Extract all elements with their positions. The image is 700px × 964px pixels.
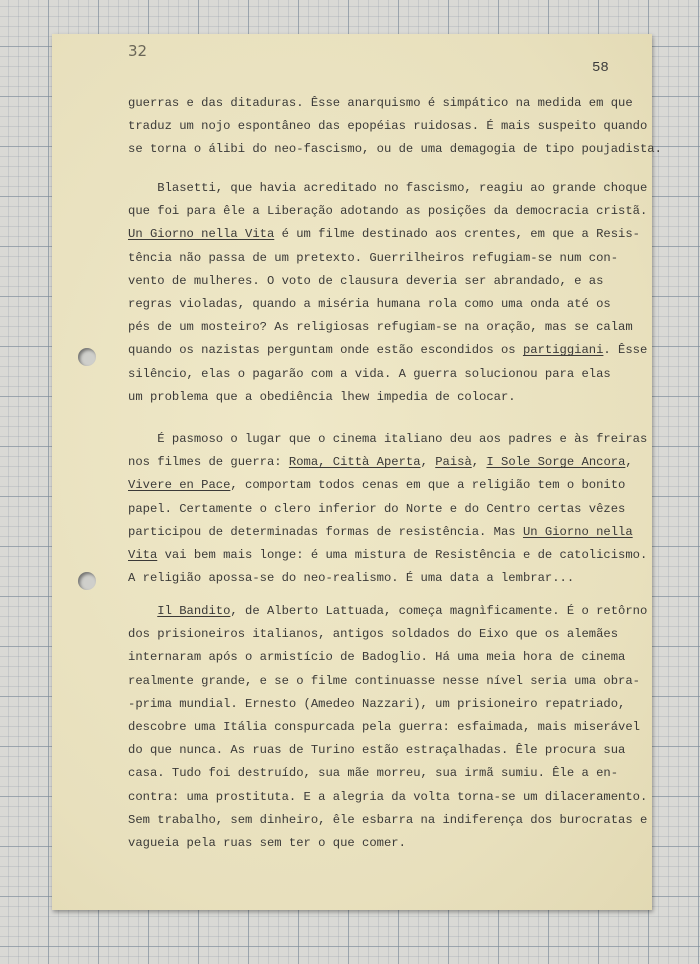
text-line: Vita vai bem mais longe: é uma mistura de Resistência e de catolicismo.: [128, 547, 648, 562]
text-line: Blasetti, que havia acreditado no fascismo, reagiu ao grande choque: [128, 181, 648, 195]
text-line: dos prisioneiros italianos, antigos soldados do Eixo que os alemães: [128, 627, 619, 642]
text-line: regras violadas, quando a miséria humana rola como uma onda até os: [128, 296, 611, 311]
underlined-title: Un Giorno nella Vita: [128, 227, 275, 242]
text-line: do que nunca. As ruas de Turino estão estraçalhadas. Êle procura sua: [128, 743, 626, 758]
paragraph-2: [128, 177, 648, 409]
text-line: vagueia pela ruas sem ter o que comer.: [128, 835, 406, 850]
text-line: silêncio, elas o pagarão com a vida. A guerra solucionou para elas: [128, 366, 611, 381]
typed-page-number: 58: [592, 60, 609, 76]
text-line: guerras e das ditaduras. Êsse anarquismo é simpático na medida em que: [128, 96, 633, 110]
text-line: Il Bandito, de Alberto Lattuada, começa magnìficamente. É o retôrno: [157, 604, 648, 618]
pencil-page-number: 32: [128, 42, 148, 60]
underlined-title: Vivere en Pace: [128, 478, 231, 493]
text-line: realmente grande, e se o filme continuasse nesse nível seria uma obra-: [128, 673, 640, 688]
text-line: nos filmes de guerra: Roma, Città Aperta, Paisà, I Sole Sorge Ancora,: [128, 455, 633, 470]
text-line: que foi para êle a Liberação adotando as posições da democracia cristã.: [128, 204, 648, 219]
text-line: participou de determinadas formas de resistência. Mas Un Giorno nella: [128, 524, 633, 539]
text-line: casa. Tudo foi destruído, sua mãe morreu, sua irmã sumiu. Êle a en-: [128, 766, 619, 781]
text-line: quando os nazistas perguntam onde estão escondidos os partiggiani. Êsse: [128, 343, 648, 358]
text-line: traduz um nojo espontâneo das epopéias ruidosas. É mais suspeito quando: [128, 119, 648, 134]
text-line: internaram após o armistício de Badoglio. Há uma meia hora de cinema: [128, 650, 626, 665]
text-line: contra: uma prostituta. E a alegria da volta torna-se um dilaceramento.: [128, 789, 648, 804]
underlined-title: Un Giorno nella: [522, 524, 633, 539]
paragraph-4: [128, 600, 648, 855]
text-line: Vivere en Pace, comportam todos cenas em que a religião tem o bonito: [128, 478, 626, 493]
text-line: A religião apossa-se do neo-realismo. É uma data a lembrar...: [128, 571, 575, 586]
text-line: se torna o álibi do neo-fascismo, ou de uma demagogia de tipo poujadista.: [128, 142, 662, 157]
text-line: descobre uma Itália conspurcada pela guerra: esfaimada, mais miserável: [128, 719, 640, 734]
underlined-title: Roma, Città Aperta: [288, 455, 421, 470]
text-line: Sem trabalho, sem dinheiro, êle esbarra na indiferença dos burocratas e: [128, 812, 648, 827]
underlined-title: Vita: [128, 547, 158, 562]
underlined-title: I Sole Sorge Ancora: [486, 455, 626, 470]
text-line: tência não passa de um pretexto. Guerrilheiros refugiam-se num con-: [128, 250, 619, 265]
text-line: -prima mundial. Ernesto (Amedeo Nazzari), um prisioneiro repatriado,: [128, 696, 626, 711]
text-line: pés de um mosteiro? As religiosas refugiam-se na oração, mas se calam: [128, 320, 633, 335]
punch-hole-bottom: [78, 572, 96, 590]
underlined-title: Paisà: [435, 455, 472, 470]
underlined-title: partiggiani: [522, 343, 604, 358]
paragraph-1: [128, 92, 662, 162]
underlined-title: Il Bandito: [157, 604, 231, 618]
text-line: vento de mulheres. O voto de clausura deveria ser abrandado, e as: [128, 273, 604, 288]
paragraph-3: [128, 428, 648, 590]
text-line: Un Giorno nella Vita é um filme destinado aos crentes, em que a Resis-: [128, 227, 640, 242]
text-line: É pasmoso o lugar que o cinema italiano deu aos padres e às freiras: [128, 432, 648, 446]
text-line: um problema que a obediência lhew impedia de colocar.: [128, 389, 516, 404]
text-line: papel. Certamente o clero inferior do Norte e do Centro certas vêzes: [128, 501, 626, 516]
punch-hole-top: [78, 348, 96, 366]
